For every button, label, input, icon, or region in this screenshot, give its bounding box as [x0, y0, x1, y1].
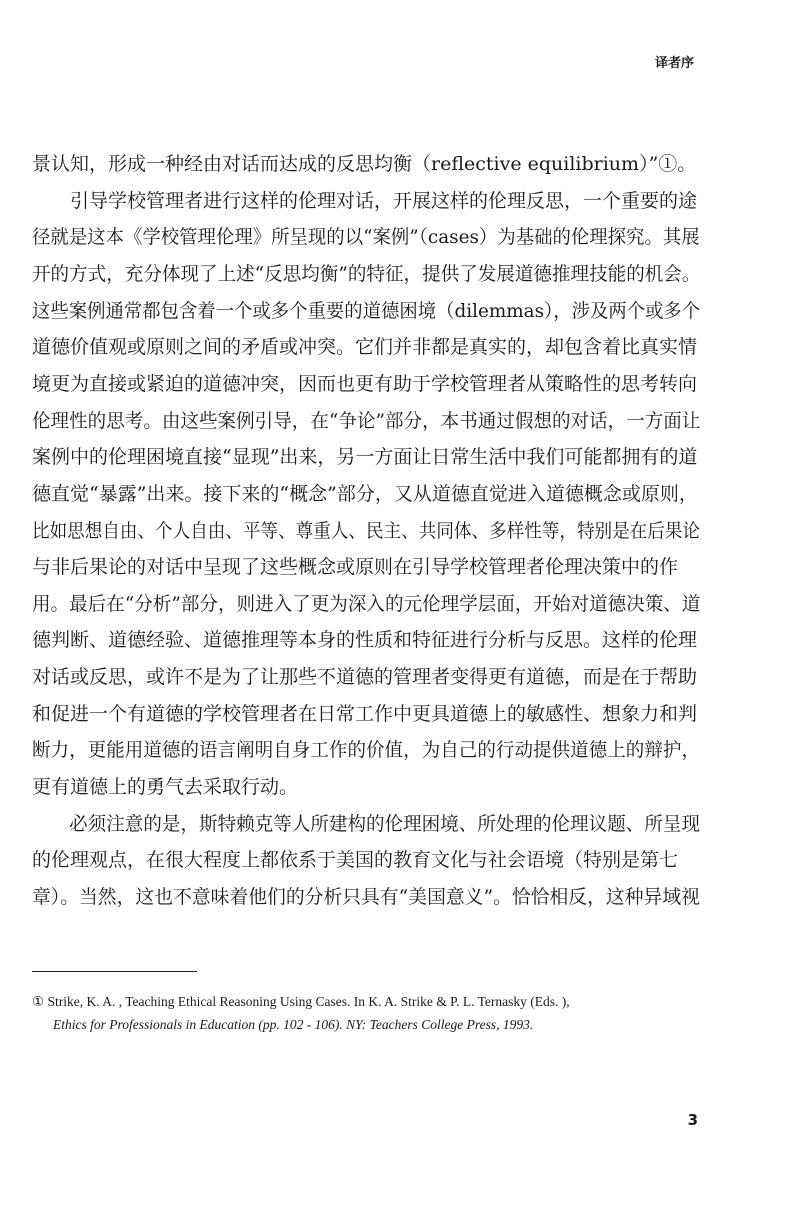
text-line: 章）。当然，这也不意味着他们的分析只具有“美国意义”。恰恰相反，这种异域视: [32, 886, 700, 908]
text-line: 断力，更能用道德的语言阐明自身工作的价值，为自己的行动提供道德上的辩护，: [32, 739, 701, 762]
text-line: 境更为直接或紧迫的道德冲突，因而也更有助于学校管理者从策略性的思考转向: [32, 372, 698, 395]
text-line: 用。最后在“分析”部分，则进入了更为深入的元伦理学层面，开始对道德决策、道: [32, 592, 701, 615]
text-line: 景认知，形成一种经由对话而达成的反思均衡（reflective equilibrium）”①。: [32, 153, 697, 175]
text-line: 这些案例通常都包含着一个或多个重要的道德困境（dilemmas），涉及两个或多个: [32, 299, 701, 322]
text-line: 伦理性的思考。由这些案例引导，在“争论”部分，本书通过假想的对话，一方面让: [32, 409, 701, 432]
footnote-rule: [32, 971, 197, 972]
text-line: 开的方式，充分体现了上述“反思均衡”的特征，提供了发展道德推理技能的机会。: [32, 262, 701, 285]
running-head: 译者序: [654, 56, 694, 71]
text-line: 案例中的伦理困境直接“显现”出来，另一方面让日常生活中我们可能都拥有的道: [32, 446, 698, 469]
text-line: 德判断、道德经验、道德推理等本身的性质和特征进行分析与反思。这样的伦理: [32, 629, 698, 652]
text-line: 德直觉“暴露”出来。接下来的“概念”部分，又从道德直觉进入道德概念或原则，: [32, 482, 698, 505]
page-number: 3: [687, 1111, 698, 1129]
text-line: 对话或反思，或许不是为了让那些不道德的管理者变得更有道德，而是在于帮助: [32, 666, 698, 689]
footnote-line: ① Strike, K. A. , Teaching Ethical Reasoning Using Cases. In K. A. Strike & P. L. Ternasky (Eds. ),: [32, 994, 570, 1009]
text-line: 和促进一个有道德的学校管理者在日常工作中更具道德上的敏感性、想象力和判: [32, 702, 698, 725]
footnote-line: Ethics for Professionals in Education (pp. 102 - 106). NY: Teachers College Press, 1993.: [53, 1017, 534, 1032]
text-line: 必须注意的是，斯特赖克等人所建构的伦理困境、所处理的伦理议题、所呈现: [32, 812, 701, 835]
text-line: 径就是这本《学校管理伦理》所呈现的以“案例”（cases）为基础的伦理探究。其展: [32, 226, 700, 249]
text-line: 引导学校管理者进行这样的伦理对话，开展这样的伦理反思，一个重要的途: [32, 189, 698, 212]
text-line: 更有道德上的勇气去采取行动。: [32, 776, 299, 799]
text-line: 的伦理观点，在很大程度上都依系于美国的教育文化与社会语境（特别是第七: [32, 849, 679, 872]
text-line: 与非后果论的对话中呈现了这些概念或原则在引导学校管理者伦理决策中的作: [32, 556, 679, 579]
text-line: 道德价值观或原则之间的矛盾或冲突。它们并非都是真实的，却包含着比真实情: [32, 336, 698, 359]
text-line: 比如思想自由、个人自由、平等、尊重人、民主、共同体、多样性等，特别是在后果论: [32, 519, 701, 542]
